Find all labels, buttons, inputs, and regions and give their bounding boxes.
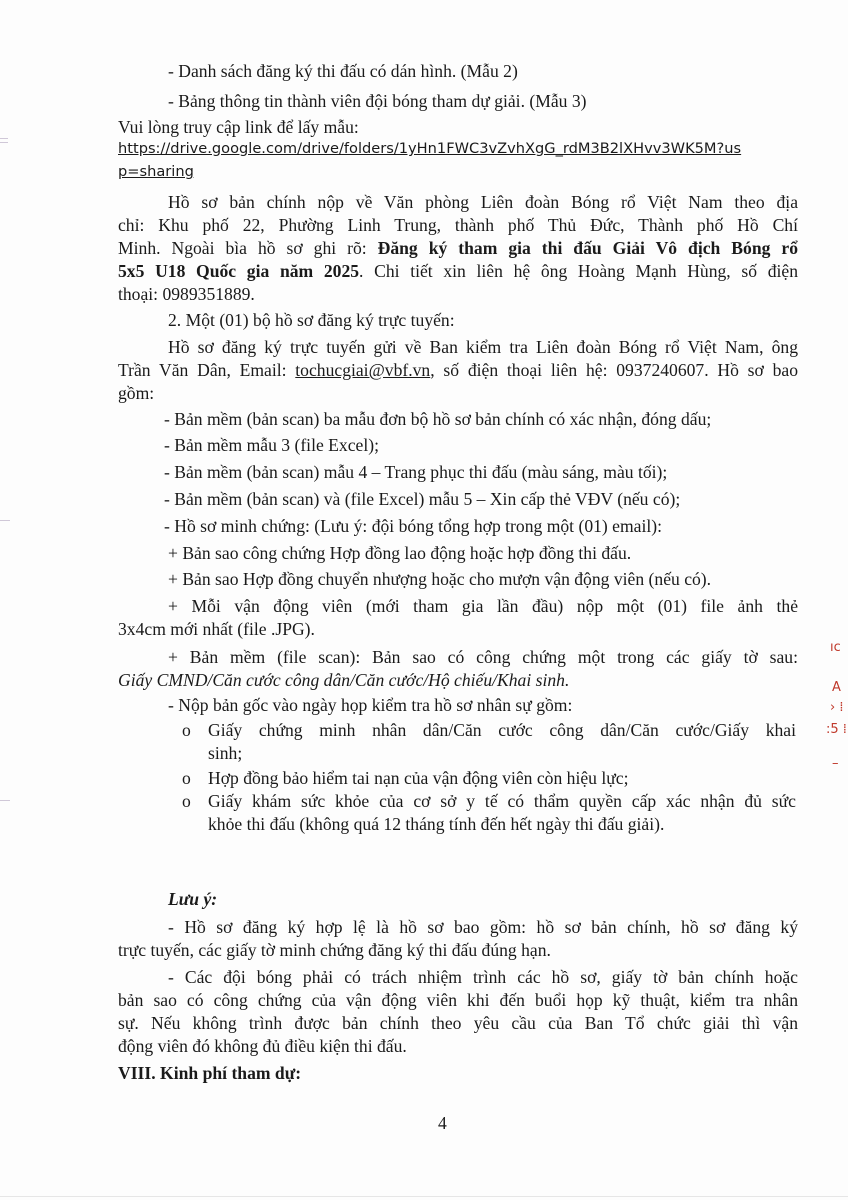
- paragraph-line: - Hồ sơ đăng ký hợp lệ là hồ sơ bao gồm: hồ sơ bản chính, hồ sơ đăng ký: [168, 917, 798, 937]
- scan-artifact: [0, 142, 8, 143]
- list-item: - Hồ sơ minh chứng: (Lưu ý: đội bóng tổng hợp trong một (01) email):: [164, 516, 662, 536]
- stamp-edge-mark: :5 ⁞: [826, 722, 847, 737]
- bullet-icon: o: [182, 720, 191, 740]
- section-heading: VIII. Kinh phí tham dự:: [118, 1063, 302, 1083]
- stamp-edge-mark: A: [832, 680, 841, 695]
- list-item: - Bản mềm mẫu 3 (file Excel);: [164, 435, 379, 455]
- scan-artifact: [0, 138, 8, 139]
- list-item: + Bản sao Hợp đồng chuyển nhượng hoặc cho mượn vận động viên (nếu có).: [168, 569, 712, 589]
- sub-list-item-continued: khỏe thi đấu (không quá 12 tháng tính đến hết ngày thi đấu giải).: [208, 814, 665, 834]
- paragraph-line: bản sao có công chứng của vận động viên khi đến buổi họp kỹ thuật, kiểm tra nhân: [118, 990, 798, 1010]
- paragraph-line: gồm:: [118, 383, 155, 403]
- bullet-icon: o: [182, 768, 191, 788]
- drive-link[interactable]: https://drive.google.com/drive/folders/1yHn1FWC3vZvhXgG_rdM3B2lXHvv3WK5M?us: [118, 140, 742, 157]
- list-item: - Bảng thông tin thành viên đội bóng tham dự giải. (Mẫu 3): [168, 91, 587, 111]
- sub-list-text: Hợp đồng bảo hiểm tai nạn của vận động viên còn hiệu lực;: [208, 768, 629, 788]
- note-heading: Lưu ý:: [168, 889, 218, 909]
- sub-list-item-continued: sinh;: [208, 743, 243, 763]
- paragraph-text: Minh. Ngoài bìa hồ sơ ghi rõ:: [118, 238, 378, 258]
- paragraph-line: trực tuyến, các giấy tờ minh chứng đăng ký thi đấu đúng hạn.: [118, 940, 551, 960]
- paragraph-text: Trần Văn Dân, Email:: [118, 360, 296, 380]
- list-item: + Mỗi vận động viên (mới tham gia lần đầu) nộp một (01) file ảnh thẻ: [168, 596, 798, 616]
- stamp-edge-mark: –: [832, 756, 839, 771]
- section-heading: 2. Một (01) bộ hồ sơ đăng ký trực tuyến:: [168, 310, 455, 330]
- list-item: - Bản mềm (bản scan) mẫu 4 – Trang phục thi đấu (màu sáng, màu tối);: [164, 462, 668, 482]
- paragraph-line: Vui lòng truy cập link để lấy mẫu:: [118, 117, 359, 137]
- list-item-continued: 3x4cm mới nhất (file .JPG).: [118, 619, 315, 639]
- paragraph-line: sự. Nếu không trình được bản chính theo yêu cầu của Ban Tổ chức giải thì vận: [118, 1013, 798, 1033]
- sub-list-item: [182, 790, 796, 812]
- scan-artifact: [0, 520, 10, 521]
- list-item: - Bản mềm (bản scan) và (file Excel) mẫu 5 – Xin cấp thẻ VĐV (nếu có);: [164, 489, 681, 509]
- paragraph-text: , số điện thoại liên hệ: 0937240607. Hồ sơ bao: [430, 360, 798, 380]
- paragraph-line: - Các đội bóng phải có trách nhiệm trình các hồ sơ, giấy tờ bản chính hoặc: [168, 967, 798, 987]
- list-item: - Nộp bản gốc vào ngày họp kiểm tra hồ sơ nhân sự gồm:: [168, 695, 573, 715]
- paragraph-line: chỉ: Khu phố 22, Phường Linh Trung, thành phố Thủ Đức, Thành phố Hồ Chí: [118, 215, 798, 235]
- email-link[interactable]: tochucgiai@vbf.vn: [295, 360, 431, 380]
- paragraph-line: động viên đó không đủ điều kiện thi đấu.: [118, 1036, 407, 1056]
- sub-list-text: Giấy khám sức khỏe của cơ sở y tế có thẩm quyền cấp xác nhận đủ sức: [208, 791, 796, 811]
- page-number: 4: [438, 1113, 447, 1133]
- list-item: - Danh sách đăng ký thi đấu có dán hình. (Mẫu 2): [168, 61, 518, 81]
- scan-artifact: [0, 800, 10, 801]
- paragraph-line: Hồ sơ đăng ký trực tuyến gửi về Ban kiểm tra Liên đoàn Bóng rổ Việt Nam, ông: [168, 337, 798, 357]
- bold-text: 5x5 U18 Quốc gia năm 2025: [118, 261, 360, 281]
- sub-list-text: Giấy chứng minh nhân dân/Căn cước công dân/Căn cước/Giấy khai: [208, 720, 796, 740]
- paragraph-line: thoại: 0989351889.: [118, 284, 255, 304]
- list-item-continued: Giấy CMND/Căn cước công dân/Căn cước/Hộ chiếu/Khai sinh.: [118, 670, 570, 690]
- sub-list-item: [182, 767, 628, 789]
- stamp-edge-mark: › ⁞: [830, 700, 844, 715]
- list-item: + Bản mềm (file scan): Bản sao có công chứng một trong các giấy tờ sau:: [168, 647, 798, 667]
- sub-list-item: [182, 719, 796, 741]
- paragraph-line: [118, 237, 798, 259]
- paragraph-line: [118, 359, 798, 381]
- list-item: - Bản mềm (bản scan) ba mẫu đơn bộ hồ sơ bản chính có xác nhận, đóng dấu;: [164, 409, 712, 429]
- scan-artifact: [0, 1196, 848, 1197]
- paragraph-text: . Chi tiết xin liên hệ ông Hoàng Mạnh Hùng, số điện: [359, 261, 798, 281]
- paragraph-line: [118, 260, 798, 282]
- drive-link-continued[interactable]: p=sharing: [118, 163, 194, 180]
- paragraph-line: Hồ sơ bản chính nộp về Văn phòng Liên đoàn Bóng rổ Việt Nam theo địa: [168, 192, 798, 212]
- list-item: + Bản sao công chứng Hợp đồng lao động hoặc hợp đồng thi đấu.: [168, 543, 632, 563]
- bold-text: Đăng ký tham gia thi đấu Giải Vô địch Bóng rổ: [377, 238, 798, 258]
- bullet-icon: o: [182, 791, 191, 811]
- stamp-edge-mark: ıc: [830, 640, 841, 655]
